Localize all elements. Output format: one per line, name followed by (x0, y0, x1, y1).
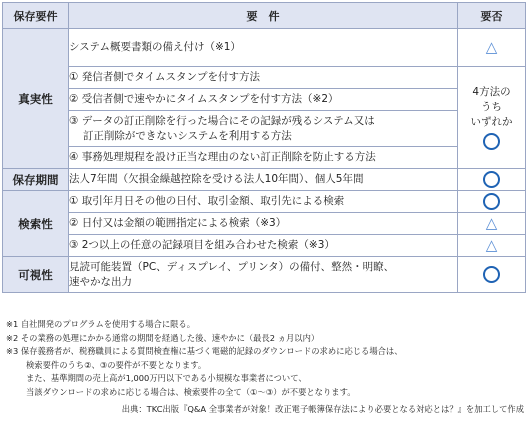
circle-mark (483, 171, 500, 188)
necessity-any-of-four (458, 67, 526, 169)
table-row (3, 235, 526, 257)
requirement-system-docs: システム概要書類の備え付け（※1） (69, 29, 458, 67)
requirement-item: ③ 2つ以上の任意の記録項目を組み合わせた検索（※3） (69, 235, 458, 257)
requirement-item: ① 発信者側でタイムスタンプを付す方法 (69, 67, 458, 89)
requirement-item: ③ データの訂正削除を行った場合にその記録が残るシステム又は 訂正削除ができないシステムを利用する方法 (69, 111, 458, 147)
requirement-visibility: 見読可能装置（PC、ディスプレイ、プリンタ）の備付、整然・明瞭、 速やかな出力 (69, 257, 458, 293)
triangle-mark: △ (485, 38, 498, 56)
category-visibility: 可視性 (3, 257, 69, 293)
circle-mark (483, 193, 500, 210)
table-row (3, 213, 526, 235)
footnote-3-cont: 当該ダウンロードの求めに応じる場合は、検索要件の全て（①～③）が不要となります。 (26, 386, 356, 397)
table-row (3, 169, 526, 191)
requirement-item: ② 受信者側で速やかにタイムスタンプを付す方法（※2） (69, 89, 458, 111)
table-row (3, 257, 526, 293)
table-row (3, 89, 526, 111)
table-row (3, 111, 526, 147)
footnote-3-cont: また、基準期間の売上高が1,000万円以下である小規模な事業者について、 (26, 373, 307, 384)
footnote-2: ※2 その業務の処理にかかる通常の期間を経過した後、速やかに（最長2 ヵ月以内） (6, 332, 320, 343)
any-of-four-label: 4方法の うち いずれか (458, 85, 525, 150)
requirement-retention: 法人7年間（欠損金繰越控除を受ける法人10年間）、個人5年間 (69, 169, 458, 191)
category-searchability: 検索性 (3, 191, 69, 257)
header-row (3, 3, 526, 29)
footnote-3: ※3 保存義務者が、税務職員による質問検査権に基づく電磁的記録のダウンロードの求めに応じる場合は、 (6, 346, 403, 357)
necessity-triangle (458, 29, 526, 67)
table-row (3, 147, 526, 169)
footnote-3-cont: 検索要件のうち②、③の要件が不要となります。 (26, 359, 207, 370)
header-necessity: 要否 (458, 3, 526, 29)
requirement-item: ④ 事務処理規程を設け正当な理由のない訂正削除を防止する方法 (69, 147, 458, 169)
requirement-item: ① 取引年月日その他の日付、取引金額、取引先による検索 (69, 191, 458, 213)
footnotes (6, 318, 403, 400)
header-requirement: 要 件 (69, 3, 458, 29)
table-row (3, 191, 526, 213)
header-category: 保存要件 (3, 3, 69, 29)
triangle-mark: △ (485, 214, 498, 232)
circle-mark (483, 133, 500, 150)
requirements-table (2, 2, 526, 293)
table-row (3, 29, 526, 67)
circle-mark (483, 266, 500, 283)
table-row (3, 67, 526, 89)
requirement-item: ② 日付又は金額の範囲指定による検索（※3） (69, 213, 458, 235)
category-authenticity: 真実性 (3, 29, 69, 169)
source-citation: 出典：TKC出版『Q&A 全事業者が対象！改正電子帳簿保存法により必要となる対応とは？』を加工して作成 (121, 404, 524, 414)
triangle-mark: △ (485, 236, 498, 254)
category-retention: 保存期間 (3, 169, 69, 191)
footnote-1: ※1 自社開発のプログラムを使用する場合に限る。 (6, 319, 196, 329)
